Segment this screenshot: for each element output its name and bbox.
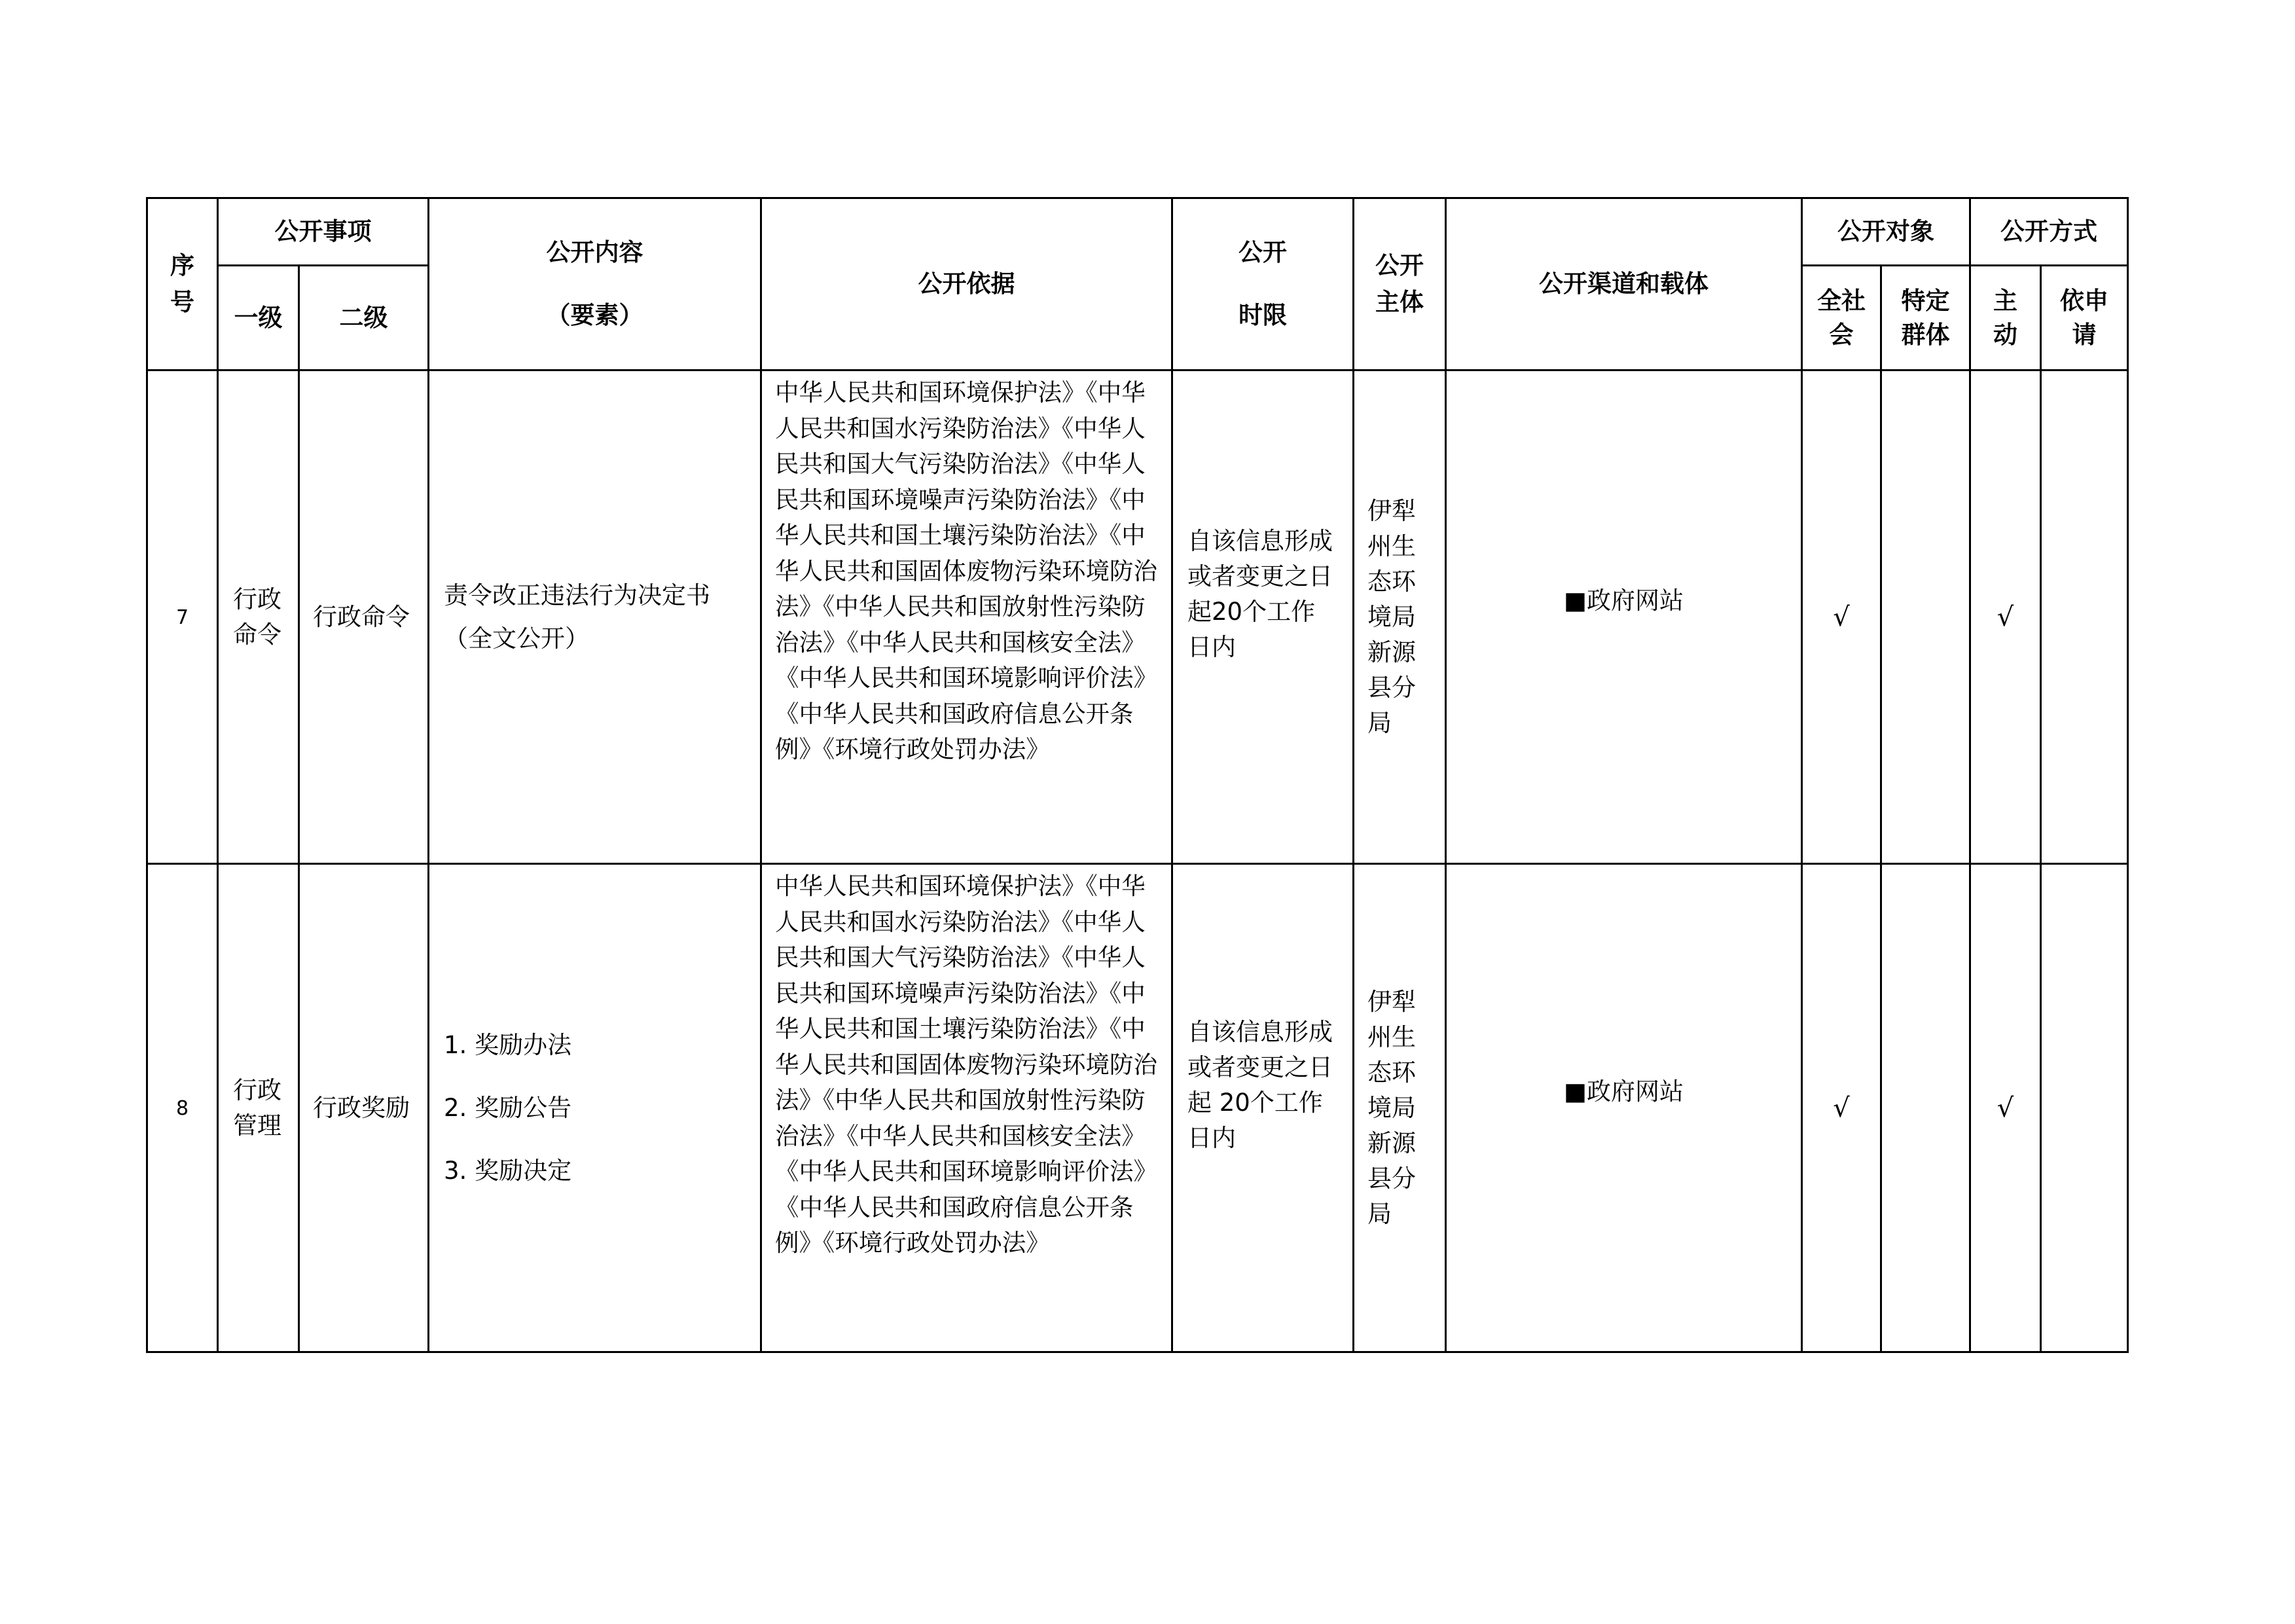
header-content-line2: （要素） [546, 301, 643, 329]
table-row [147, 370, 2128, 864]
content-item: 3. 奖励决定 [444, 1156, 572, 1185]
row-seq: 7 [147, 370, 218, 864]
header-target: 公开对象 [1802, 198, 1970, 266]
header-seq: 序号 [147, 198, 218, 370]
header-item: 公开事项 [218, 198, 429, 266]
header-content [429, 198, 761, 370]
row-target-all: √ [1802, 370, 1881, 864]
row-basis: 中华人民共和国环境保护法》《中华人民共和国水污染防治法》《中华人民共和国大气污染防治法》《中华人民共和国环境噪声污染防治法》《中华人民共和国土壤污染防治法》《中华人民共和国固体废物污染环境防治法》《中华人民共和国放射性污染防治法》《中华人民共和国核安全法》《中华人民共和国环境影响评价法》《中华人民共和国政府信息公开条例》《环境行政处罚办法》 [761, 370, 1172, 864]
row-subject: 伊犁州生态环境局新源县分局 [1354, 864, 1446, 1352]
row-target-specific [1881, 370, 1970, 864]
header-basis: 公开依据 [761, 198, 1172, 370]
row-mode-active: √ [1970, 370, 2041, 864]
row-channel: ■政府网站 [1446, 864, 1802, 1352]
row-basis: 中华人民共和国环境保护法》《中华人民共和国水污染防治法》《中华人民共和国大气污染防治法》《中华人民共和国环境噪声污染防治法》《中华人民共和国土壤污染防治法》《中华人民共和国固体废物污染环境防治法》《中华人民共和国放射性污染防治法》《中华人民共和国核安全法》《中华人民共和国环境影响评价法》《中华人民共和国政府信息公开条例》《环境行政处罚办法》 [761, 864, 1172, 1352]
header-mode-active: 主动 [1970, 266, 2041, 370]
header-content-line1: 公开内容 [546, 238, 643, 266]
header-level2: 二级 [299, 266, 429, 370]
row-seq: 8 [147, 864, 218, 1352]
row-target-all: √ [1802, 864, 1881, 1352]
row-level1: 行政管理 [218, 864, 299, 1352]
header-timelimit-line1: 公开 [1238, 238, 1287, 266]
row-timelimit: 自该信息形成或者变更之日起 20个工作日内 [1172, 864, 1354, 1352]
row-level2: 行政命令 [299, 370, 429, 864]
row-level2: 行政奖励 [299, 864, 429, 1352]
row-target-specific [1881, 864, 1970, 1352]
header-mode-request: 依申请 [2041, 266, 2128, 370]
row-channel: ■政府网站 [1446, 370, 1802, 864]
content-item: 责令改正违法行为决定书（全文公开） [444, 581, 710, 653]
header-mode: 公开方式 [1970, 198, 2128, 266]
header-level1: 一级 [218, 266, 299, 370]
row-content [429, 370, 761, 864]
header-target-specific: 特定群体 [1881, 266, 1970, 370]
row-timelimit: 自该信息形成或者变更之日起20个工作日内 [1172, 370, 1354, 864]
content-item: 2. 奖励公告 [444, 1093, 572, 1122]
row-mode-request [2041, 370, 2128, 864]
header-subject: 公开主体 [1354, 198, 1446, 370]
row-level1: 行政命令 [218, 370, 299, 864]
row-content [429, 864, 761, 1352]
row-mode-request [2041, 864, 2128, 1352]
row-subject: 伊犁州生态环境局新源县分局 [1354, 370, 1446, 864]
row-mode-active: √ [1970, 864, 2041, 1352]
header-channel: 公开渠道和载体 [1446, 198, 1802, 370]
content-item: 1. 奖励办法 [444, 1030, 572, 1059]
disclosure-table [146, 197, 2129, 1353]
table-row [147, 864, 2128, 1352]
header-target-all: 全社会 [1802, 266, 1881, 370]
header-timelimit-line2: 时限 [1238, 301, 1287, 329]
header-timelimit [1172, 198, 1354, 370]
